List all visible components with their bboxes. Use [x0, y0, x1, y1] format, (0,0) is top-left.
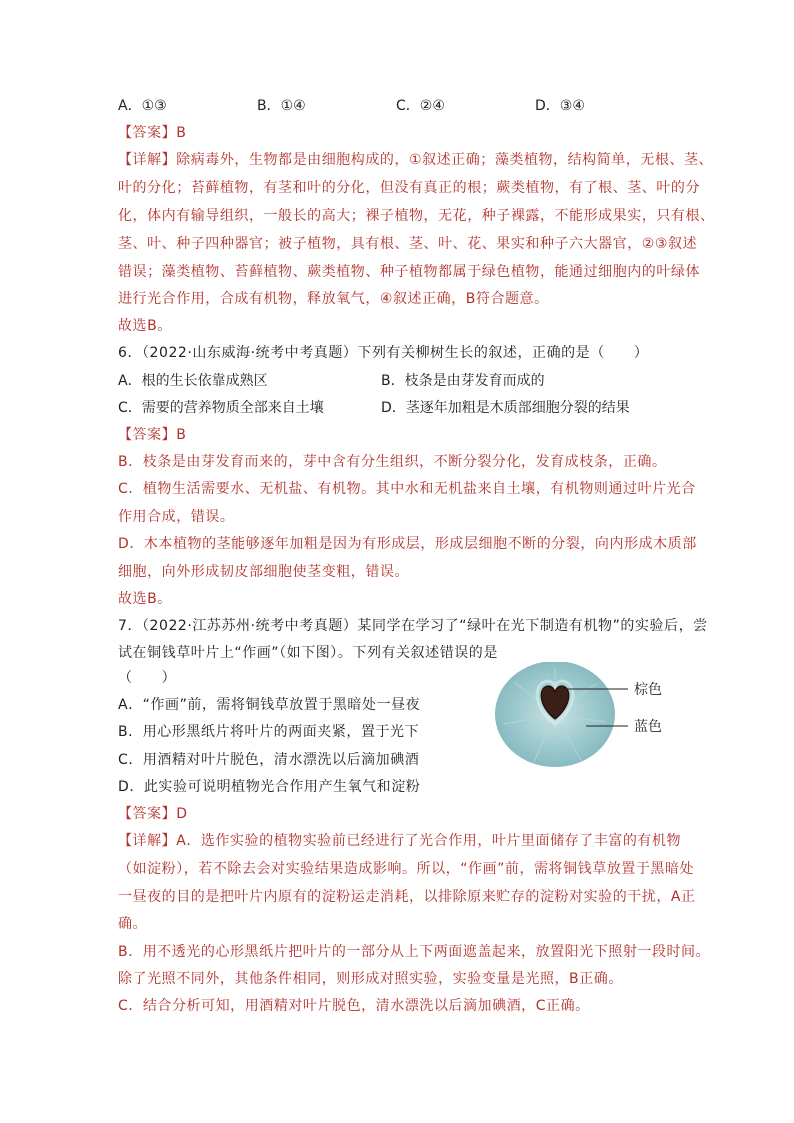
q5-detail-line: 化，体内有输导组织，一般长的高大；裸子植物，无花，种子裸露，不能形成果实，只有根、 [118, 208, 715, 224]
q7-option-a: A．“作画”前，需将铜钱草放置于黑暗处一昼夜 [118, 697, 421, 713]
q5-option-d: D．③④ [535, 98, 585, 114]
q7-detail-line: C．结合分析可知，用酒精对叶片脱色，清水漂洗以后滴加碘酒，C正确。 [118, 998, 590, 1014]
q5-detail-line: 叶的分化；苔藓植物，有茎和叶的分化，但没有真正的根；蕨类植物，有了根、茎、叶的分 [118, 180, 700, 196]
q7-stem-line: 7．（2022·江苏苏州·统考中考真题）某同学在学习了“绿叶在光下制造有机物”的实验后，尝 [118, 618, 708, 634]
q5-option-c: C．②④ [396, 98, 445, 114]
leaf-illustration [494, 662, 694, 772]
q6-option-c: C．需要的营养物质全部来自土壤 [118, 400, 324, 416]
q6-detail-line: C．植物生活需要水、无机盐、有机物。其中水和无机盐来自土壤，有机物则通过叶片光合 [118, 481, 696, 497]
q7-detail-line: 确。 [118, 916, 148, 932]
q7-detail-line: 除了光照不同外，其他条件相同，则形成对照实验，实验变量是光照，B正确。 [118, 971, 623, 987]
q6-option-a: A．根的生长依靠成熟区 [118, 373, 268, 389]
q5-detail-line: 茎、叶、种子四种器官；被子植物，具有根、茎、叶、花、果实和种子六大器官，②③叙述 [118, 236, 698, 252]
q7-detail-line: 一昼夜的目的是把叶片内原有的淀粉运走消耗，以排除原来贮存的淀粉对实验的干扰，A正 [118, 889, 696, 905]
leaf-figure [494, 662, 694, 772]
q6-detail-line: 作用合成，错误。 [118, 509, 235, 525]
q5-conclusion: 故选B。 [118, 318, 172, 334]
q7-option-b: B．用心形黑纸片将叶片的两面夹紧，置于光下 [118, 724, 420, 740]
q6-detail-line: D．木本植物的茎能够逐年加粗是因为有形成层，形成层细胞不断的分裂，向内形成木质部 [118, 536, 697, 552]
q5-detail-line: 错误；藻类植物、苔藓植物、蕨类植物、种子植物都属于绿色植物，能通过细胞内的叶绿体 [118, 264, 700, 280]
q6-option-d: D．茎逐年加粗是木质部细胞分裂的结果 [381, 400, 630, 416]
q6-stem: 6．（2022·山东威海·统考中考真题）下列有关柳树生长的叙述，正确的是（ ） [118, 345, 649, 361]
q6-detail-line: 细胞，向外形成韧皮部细胞使茎变粗，错误。 [118, 564, 409, 580]
q5-detail-line: 进行光合作用，合成有机物，释放氧气，④叙述正确，B符合题意。 [118, 291, 549, 307]
q7-stem-line: 试在铜钱草叶片上“作画”（如下图）。下列有关叙述错误的是 [118, 645, 498, 661]
label-blue: 蓝色 [634, 719, 662, 735]
q7-stem-line: （ ） [118, 670, 177, 686]
q7-option-d: D．此实验可说明植物光合作用产生氧气和淀粉 [118, 779, 421, 795]
q7-answer: 【答案】D [118, 806, 188, 822]
q5-option-b: B．①④ [257, 98, 306, 114]
q6-conclusion: 故选B。 [118, 591, 172, 607]
q5-detail-line: 【详解】除病毒外，生物都是由细胞构成的，①叙述正确；藻类植物，结构简单，无根、茎、 [118, 152, 714, 168]
q6-option-b: B．枝条是由芽发育而成的 [381, 373, 545, 389]
q7-detail-line: B．用不透光的心形黑纸片把叶片的一部分从上下两面遮盖起来，放置阳光下照射一段时间。 [118, 944, 711, 960]
q6-detail-line: B．枝条是由芽发育而来的，芽中含有分生组织，不断分裂分化，发育成枝条，正确。 [118, 454, 667, 470]
label-brown: 棕色 [634, 682, 662, 698]
q7-option-c: C．用酒精对叶片脱色，清水漂洗以后滴加碘酒 [118, 752, 420, 768]
q5-answer: 【答案】B [118, 125, 187, 141]
q7-detail-line: （如淀粉），若不除去会对实验结果造成影响。所以，“作画”前，需将铜钱草放置于黑暗处 [118, 861, 695, 877]
q5-option-a: A．①③ [118, 98, 167, 114]
q7-detail-line: 【详解】A．选作实验的植物实验前已经进行了光合作用，叶片里面储存了丰富的有机物 [118, 833, 682, 849]
q6-answer: 【答案】B [118, 427, 187, 443]
